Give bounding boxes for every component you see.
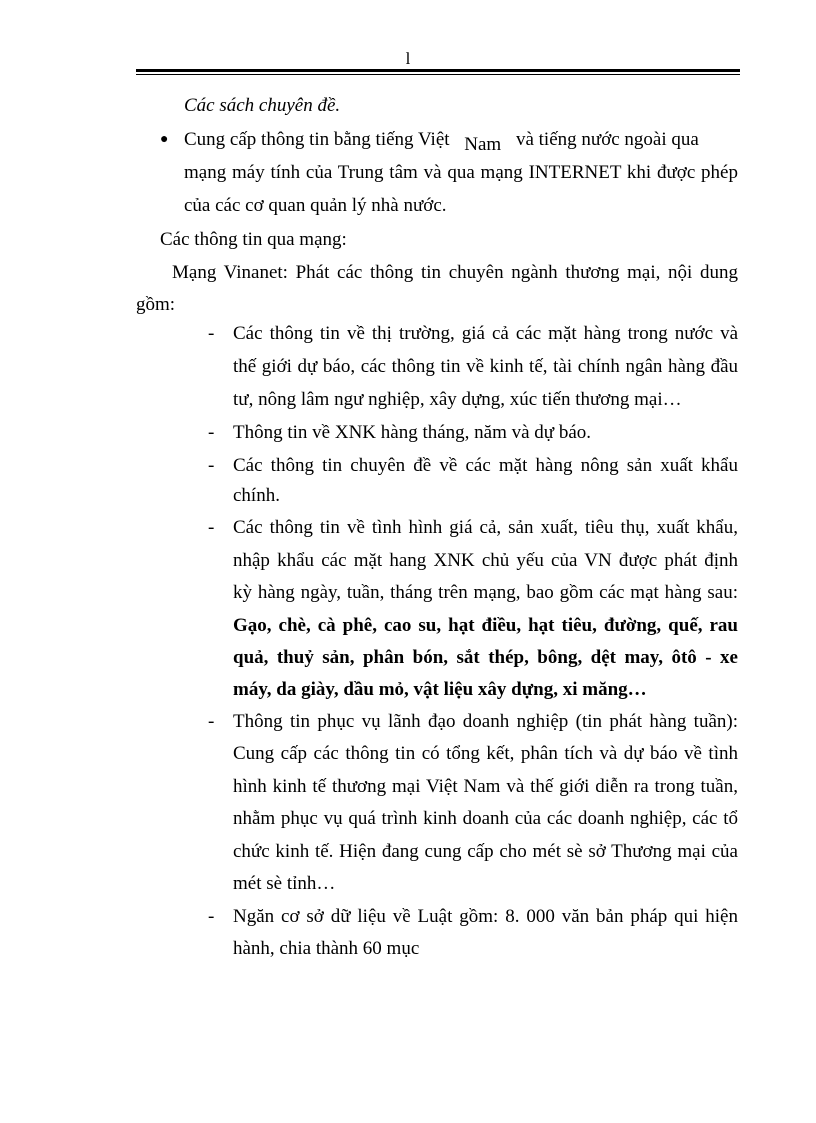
header-rule-thick bbox=[136, 69, 740, 72]
dash-marker: - bbox=[208, 711, 215, 732]
item5-line5: chức kinh tế. Hiện đang cung cấp cho mét sè sở Thương mại của bbox=[233, 841, 738, 862]
item3-line2: chính. bbox=[233, 485, 280, 506]
item5-line2: Cung cấp các thông tin có tổng kết, phân tích và dự báo về tình bbox=[233, 743, 738, 764]
continued-line: Các sách chuyên đề. bbox=[184, 95, 341, 116]
item5-line6: mét sè tỉnh… bbox=[233, 873, 336, 894]
item1-line1: Các thông tin về thị trường, giá cả các mặt hàng trong nước và bbox=[233, 323, 738, 344]
intro-line2: gồm: bbox=[136, 294, 176, 315]
item2-line1: Thông tin về XNK hàng tháng, năm và dự báo. bbox=[233, 422, 592, 443]
item4-line2: nhập khẩu các mặt hang XNK chủ yếu của VN được phát định bbox=[233, 550, 738, 571]
item4-bold-line1: Gạo, chè, cà phê, cao su, hạt điều, hạt tiêu, đường, quế, rau bbox=[233, 615, 738, 636]
page-number: l bbox=[405, 49, 411, 68]
item3-line1: Các thông tin chuyên đề về các mặt hàng nông sản xuất khẩu bbox=[233, 455, 738, 476]
item5-line4: nhằm phục vụ quá trình kinh doanh của các doanh nghiệp, các tổ bbox=[233, 808, 738, 829]
dash-marker: - bbox=[208, 422, 215, 443]
item6-line2: hành, chia thành 60 mục bbox=[233, 938, 420, 959]
section-heading: Các thông tin qua mạng: bbox=[160, 229, 347, 250]
item4-bold-line3: máy, da giày, dầu mỏ, vật liệu xây dựng, xi măng… bbox=[233, 679, 647, 700]
dash-marker: - bbox=[208, 323, 215, 344]
dash-marker: - bbox=[208, 455, 215, 476]
bullet-text-line2: mạng máy tính của Trung tâm và qua mạng INTERNET khi được phép bbox=[184, 162, 738, 183]
item1-line2: thế giới dự báo, các thông tin về kinh tế, tài chính ngân hàng đầu bbox=[233, 356, 738, 377]
bullet-icon: ● bbox=[160, 132, 169, 147]
dash-marker: - bbox=[208, 906, 215, 927]
item6-line1: Ngăn cơ sở dữ liệu về Luật gồm: 8. 000 văn bản pháp qui hiện bbox=[233, 906, 738, 927]
header-rule-thin bbox=[136, 74, 740, 75]
item4-line1: Các thông tin về tình hình giá cả, sản xuất, tiêu thụ, xuất khẩu, bbox=[233, 517, 738, 538]
bullet-text-line1: Cung cấp thông tin bằng tiếng Việt Nam và tiếng nước ngoài qua bbox=[184, 129, 699, 155]
dash-marker: - bbox=[208, 517, 215, 538]
item5-line1: Thông tin phục vụ lãnh đạo doanh nghiệp (tin phát hàng tuần): bbox=[233, 711, 738, 732]
bullet-text-line3: của các cơ quan quản lý nhà nước. bbox=[184, 195, 447, 216]
item4-bold-line2: quả, thuỷ sản, phân bón, sắt thép, bông, dệt may, ôtô - xe bbox=[233, 647, 738, 668]
item5-line3: hình kinh tế thương mại Việt Nam và thế giới diễn ra trong tuần, bbox=[233, 776, 738, 797]
item4-line3: kỳ hàng ngày, tuần, tháng trên mạng, bao gồm các mạt hàng sau: bbox=[233, 582, 738, 603]
item1-line3: tư, nông lâm ngư nghiệp, xây dựng, xúc tiến thương mại… bbox=[233, 389, 682, 410]
intro-line1: Mạng Vinanet: Phát các thông tin chuyên ngành thương mại, nội dung bbox=[172, 262, 738, 283]
